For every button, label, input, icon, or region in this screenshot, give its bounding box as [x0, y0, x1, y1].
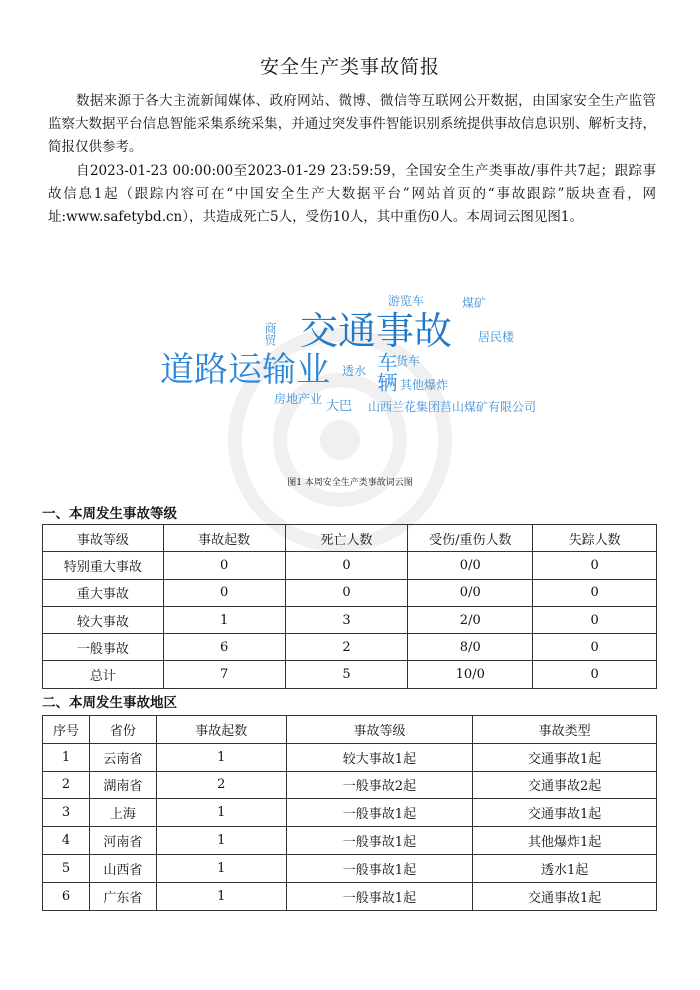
table-cell: 10/0: [408, 661, 533, 688]
table-cell: 0: [533, 634, 657, 661]
table-row: [43, 854, 657, 882]
table-header-cell: 死亡人数: [285, 525, 408, 552]
table-cell: 上海: [89, 799, 156, 827]
word-qitabaozha: 其他爆炸: [400, 378, 449, 392]
table-row: [43, 827, 657, 855]
table-cell: 山西省: [89, 854, 156, 882]
table-row: [43, 579, 657, 606]
word-fangdichan: 房地产业: [274, 392, 323, 406]
table-cell: 6: [43, 882, 90, 910]
table-cell: 一般事故1起: [286, 799, 473, 827]
table-cell: 广东省: [89, 882, 156, 910]
word-shangmao: 商贸: [263, 322, 277, 346]
table-cell: 0: [285, 579, 408, 606]
word-jiaotong: 交通事故: [300, 309, 453, 353]
table-row: [43, 552, 657, 579]
figure-caption: 图1 本周安全生产类事故词云图: [287, 478, 413, 488]
word-shanxi-company: 山西兰花集团莒山煤矿有限公司: [368, 400, 537, 414]
table-cell: 1: [43, 743, 90, 771]
table-cell: 透水1起: [473, 854, 657, 882]
table-cell: 交通事故2起: [473, 771, 657, 799]
table-cell: 7: [163, 661, 285, 688]
table-cell: 特别重大事故: [43, 552, 164, 579]
word-juminlou: 居民楼: [478, 330, 515, 344]
table-header-cell: 事故起数: [163, 525, 285, 552]
accident-level-table: [42, 524, 657, 689]
table-header-cell: 失踪人数: [533, 525, 657, 552]
table-cell: 2/0: [408, 606, 533, 633]
table-cell: 湖南省: [89, 771, 156, 799]
table-cell: 0: [533, 579, 657, 606]
table-header-cell: 事故等级: [43, 525, 164, 552]
table-cell: 2: [156, 771, 286, 799]
table-cell: 0: [533, 661, 657, 688]
table-row: [43, 882, 657, 910]
section-title-region: 二、本周发生事故地区: [42, 695, 177, 711]
summary-paragraph: 自2023-01-23 00:00:00至2023-01-29 23:59:59，全国安全生产类事故/事件共7起；跟踪事故信息1起（跟踪内容可在“中国安全生产大数据平台”网站首页的“事故跟踪”版块查看，网址:www.safetybd.cn），共造成死亡5人，受伤10人，其中重伤0人。本周词云图见图1。: [48, 163, 656, 225]
table-cell: 3: [43, 799, 90, 827]
table-cell: 3: [285, 606, 408, 633]
table-cell: 交通事故1起: [473, 743, 657, 771]
table-cell: 8/0: [408, 634, 533, 661]
table-cell: 一般事故1起: [286, 854, 473, 882]
table-header-cell: 序号: [43, 716, 90, 744]
table-row: [43, 743, 657, 771]
table-cell: 6: [163, 634, 285, 661]
table-cell: 5: [43, 854, 90, 882]
table-header-cell: 事故起数: [156, 716, 286, 744]
word-meikuang: 煤矿: [462, 296, 487, 310]
table-cell: 总计: [43, 661, 164, 688]
table-row: [43, 799, 657, 827]
table-header-row: [43, 716, 657, 744]
table-header-cell: 事故类型: [473, 716, 657, 744]
intro-paragraph: 数据来源于各大主流新闻媒体、政府网站、微博、微信等互联网公开数据，由国家安全生产监管监察大数据平台信息智能采集系统采集，并通过突发事件智能识别系统提供事故信息识别、解析支持，简报仅供参考。: [48, 93, 656, 155]
table-cell: 一般事故1起: [286, 882, 473, 910]
table-cell: 0/0: [408, 552, 533, 579]
table-row: [43, 771, 657, 799]
table-cell: 0/0: [408, 579, 533, 606]
table-cell: 0: [533, 552, 657, 579]
table-cell: 1: [156, 743, 286, 771]
table-cell: 交通事故1起: [473, 799, 657, 827]
table-cell: 一般事故: [43, 634, 164, 661]
table-cell: 4: [43, 827, 90, 855]
table-cell: 0: [533, 606, 657, 633]
table-row: [43, 606, 657, 633]
table-cell: 2: [285, 634, 408, 661]
word-toushui: 透水: [342, 364, 367, 378]
page-title: 安全生产类事故简报: [259, 56, 440, 78]
table-cell: 一般事故1起: [286, 827, 473, 855]
table-cell: 河南省: [89, 827, 156, 855]
word-daba: 大巴: [326, 399, 353, 414]
table-cell: 云南省: [89, 743, 156, 771]
table-header-cell: 受伤/重伤人数: [408, 525, 533, 552]
table-row: [43, 634, 657, 661]
table-cell: 较大事故: [43, 606, 164, 633]
table-cell: 一般事故2起: [286, 771, 473, 799]
table-cell: 0: [285, 552, 408, 579]
word-cheliang: 车辆: [374, 352, 398, 392]
accident-region-table: [42, 715, 657, 911]
section-title-level: 一、本周发生事故等级: [42, 506, 177, 522]
table-header-row: [43, 525, 657, 552]
word-cloud: [150, 280, 570, 420]
word-huoche: 货车: [396, 354, 421, 368]
table-cell: 0: [163, 552, 285, 579]
table-cell: 2: [43, 771, 90, 799]
table-cell: 1: [156, 882, 286, 910]
table-header-cell: 事故等级: [286, 716, 473, 744]
table-cell: 较大事故1起: [286, 743, 473, 771]
word-daolu: 道路运输业: [160, 350, 330, 390]
table-cell: 其他爆炸1起: [473, 827, 657, 855]
word-youlanche: 游览车: [388, 294, 425, 308]
table-cell: 重大事故: [43, 579, 164, 606]
table-header-cell: 省份: [89, 716, 156, 744]
table-row: [43, 661, 657, 688]
table-cell: 0: [163, 579, 285, 606]
table-cell: 1: [163, 606, 285, 633]
table-cell: 1: [156, 854, 286, 882]
table-cell: 交通事故1起: [473, 882, 657, 910]
table-cell: 5: [285, 661, 408, 688]
table-cell: 1: [156, 799, 286, 827]
table-cell: 1: [156, 827, 286, 855]
